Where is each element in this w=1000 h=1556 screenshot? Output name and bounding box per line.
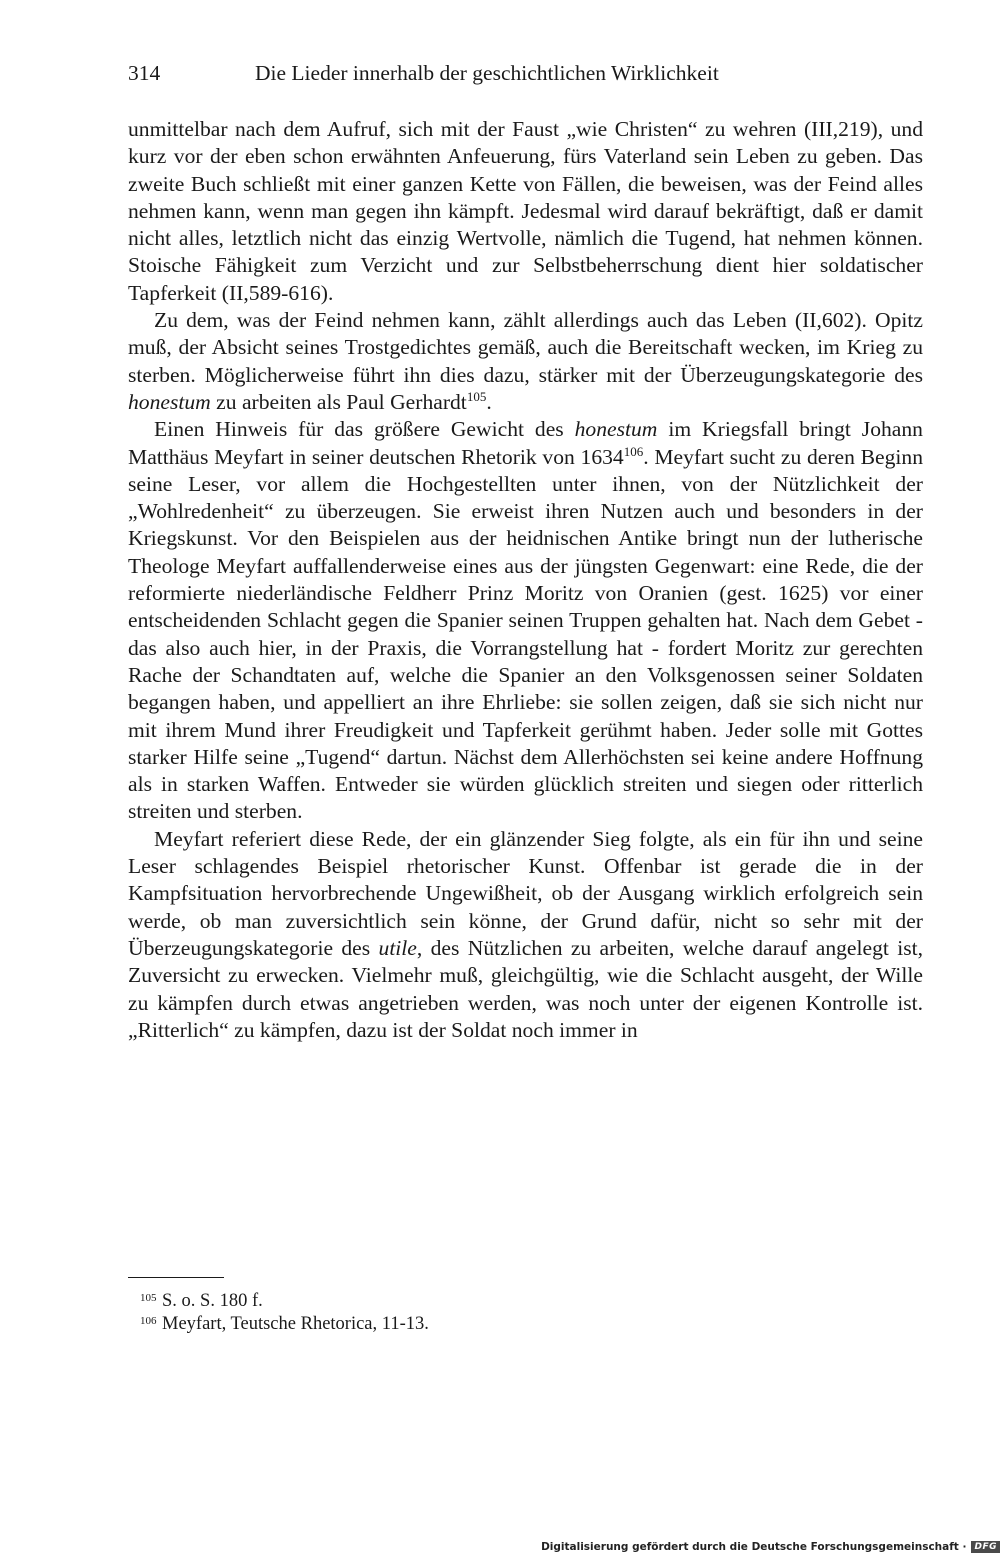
emphasis-honestum: honestum	[128, 389, 211, 414]
footnote-106: 106 Meyfart, Teutsche Rhetorica, 11-13.	[140, 1314, 429, 1334]
paragraph-1-text: unmittelbar nach dem Aufruf, sich mit der Faust „wie Christen“ zu wehren (III,219), und kurz vor der eben schon erwähnten Anfeuerung, fürs Vaterland sein Leben zu geben. Das zweite Buch schließt mit einer ganzen Kette von Fällen, die beweisen, was der Feind alles nehmen kann, wenn man gegen ihn kämpft. Jedesmal wird darauf bekräftigt, daß er damit nicht alles, letztlich nicht das einzig Wertvolle, nämlich die Tugend, hat nehmen können. Stoische Fähigkeit zum Verzicht und zur Selbstbeherrschung dient hier soldatischer Tapferkeit (II,589-616).	[128, 117, 923, 305]
footnote-ref-105: 105	[466, 388, 487, 404]
body-text	[128, 116, 923, 1044]
footnote-ref-106: 106	[623, 443, 644, 459]
running-head	[128, 58, 924, 88]
paragraph-3-text-c: . Meyfart sucht zu deren Beginn seine Leser, vor allem die Hochgestellten unter ihnen, von der Nützlichkeit der „Wohlredenheit“ zu überzeugen. Sie erweist ihren Nutzen auch und besonders in der Kriegskunst. Vor den Beispielen aus der heidnischen Antike bringt nun der lutherische Theologe Meyfart auffallenderweise eines aus der jüngsten Gegenwart: eine Rede, die der reformierte niederländische Feldherr Prinz Moritz von Oranien (gest. 1625) vor einer entscheidenden Schlacht gegen die Spanier seinen Truppen gehalten hat. Nach dem Gebet - das also auch hier, in der Praxis, die Vorrangstellung hat - fordert Moritz zur gerechten Rache der Schandtaten auf, welche die Spanier an den Volksgenossen seiner Soldaten begangen haben, und appelliert an ihre Ehrliebe: sie sollen zeigen, daß sie sich nicht nur mit ihrem Mund ihrer Freudigkeit und Tapferkeit gerühmt haben. Jeder solle mit Gottes starker Hilfe seine „Tugend“ dartun. Nächst dem Allerhöchsten sei keine andere Hoffnung als in starken Waffen. Entweder sie würden glücklich streiten und siegen oder ritterlich streiten und sterben.	[128, 444, 923, 824]
footnote-divider	[128, 1277, 224, 1278]
paragraph-2-text-b: zu arbeiten als Paul Gerhardt	[210, 389, 467, 414]
paragraph-4	[128, 826, 923, 1044]
footnotes	[140, 1290, 840, 1336]
footnote-105: 105 S. o. S. 180 f.	[140, 1291, 263, 1311]
emphasis-honestum-2: honestum	[574, 417, 658, 442]
emphasis-utile: utile	[378, 935, 417, 960]
paragraph-2-text-c: .	[486, 389, 492, 414]
dfg-logo: DFG	[971, 1541, 1000, 1553]
paragraph-1	[128, 116, 923, 307]
paragraph-2-text-a: Zu dem, was der Feind nehmen kann, zählt allerdings auch das Leben (II,602). Opitz muß, der Absicht seines Trostgedichtes gemäß, auch die Bereitschaft wecken, im Krieg zu sterben. Möglicherweise führt ihn dies dazu, stärker mit der Überzeugungskategorie des	[128, 308, 923, 387]
running-title: Die Lieder innerhalb der geschichtlichen Wirklichkeit	[255, 61, 719, 85]
paragraph-3	[128, 416, 923, 825]
digitization-credit-text: Digitalisierung gefördert durch die Deutsche Forschungsgemeinschaft ·	[541, 1541, 967, 1553]
page-number: 314	[128, 61, 161, 85]
paragraph-4-text-b: , des Nützlichen zu arbeiten, welche darauf angelegt ist, Zuversicht zu erwecken. Vielmehr muß, gleichgültig, wie die Schlacht ausgeht, der Wille zu kämpfen durch etwas angetrieben werden, was noch unter der eigenen Kontrolle ist. „Ritterlich“ zu kämpfen, dazu ist der Soldat noch immer in	[128, 935, 924, 1042]
footnote-text: Meyfart, Teutsche Rhetorica, 11-13.	[162, 1314, 429, 1334]
paragraph-4-text-a: Meyfart referiert diese Rede, der ein glänzender Sieg folgte, als ein für ihn und seine Leser schlagendes Beispiel rhetorischer Kunst. Offenbar ist gerade die in der Kampfsituation hervorbrechende Ungewißheit, ob der Ausgang wirklich erfolgreich sein werde, ob man zuversichtlich sein könne, der Grund dafür, nicht so sehr mit der Überzeugungskategorie des	[128, 826, 923, 960]
paragraph-2	[128, 307, 923, 416]
paragraph-3-text-b: im Kriegsfall bringt Johann Matthäus Meyfart in seiner deutschen Rhetorik von 1634	[128, 417, 923, 469]
footnote-text: S. o. S. 180 f.	[162, 1291, 263, 1311]
digitization-credit	[541, 1538, 1000, 1556]
paragraph-3-text-a: Einen Hinweis für das größere Gewicht des	[154, 417, 575, 442]
